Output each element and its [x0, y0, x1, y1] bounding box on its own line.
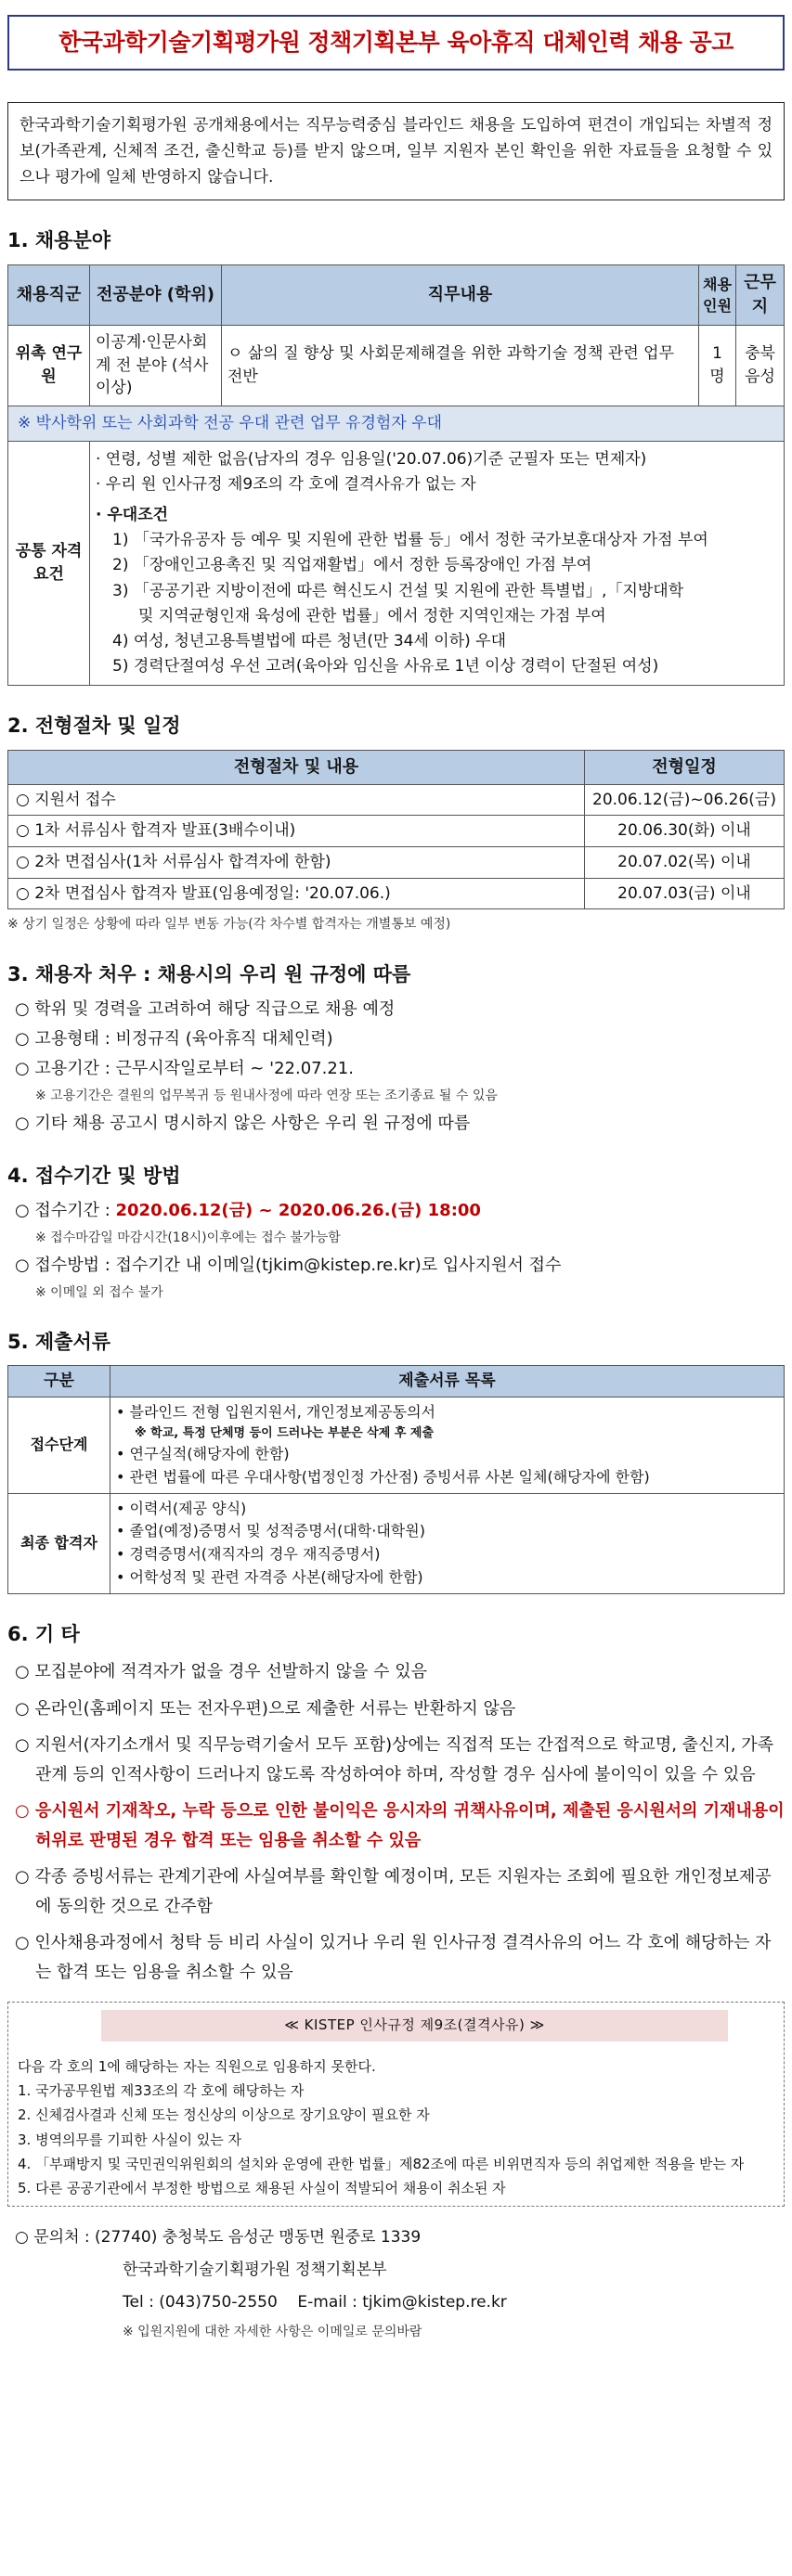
application-period-label: ○ 접수기간 : [15, 1201, 116, 1221]
cell-major: 이공계·인문사회계 전 분야 (석사이상) [90, 326, 222, 406]
etc-item: ○ 인사채용과정에서 청탁 등 비리 사실이 있거나 우리 원 인사규정 결격사유의 어느 각 호에 해당하는 자는 합격 또는 임용을 취소할 수 있음 [15, 1933, 772, 1982]
doc-line: • 경력증명서(재직자의 경우 재직증명서) [116, 1545, 381, 1564]
schedule-step: ○ 2차 면접심사 합격자 발표(임용예정일: '20.07.06.) [8, 878, 585, 909]
doc-line: • 관련 법률에 따른 우대사항(법정인정 가산점) 증빙서류 사본 일체(해당자에 한함) [116, 1467, 650, 1486]
header-documents: 제출서류 목록 [110, 1366, 785, 1397]
table-header-row [8, 750, 785, 784]
schedule-step: ○ 1차 서류심사 합격자 발표(3배수이내) [8, 816, 585, 847]
section-heading-application: 4. 접수기간 및 방법 [7, 1164, 181, 1187]
qualification-row [8, 441, 785, 686]
treatment-item: ○ 학위 및 경력을 고려하여 해당 직급으로 채용 예정 [15, 999, 396, 1020]
docs-step1-list [110, 1397, 785, 1494]
cell-place: 충북 음성 [736, 326, 785, 406]
table-header-row [8, 264, 785, 325]
kistep-item: 1. 국가공무원법 제33조의 각 호에 해당하는 자 [18, 2082, 305, 2100]
header-category: 구분 [8, 1366, 110, 1397]
section-heading-recruitment: 1. 채용분야 [7, 229, 111, 252]
kistep-item: 4. 「부패방지 및 국민권익위원회의 설치와 운영에 관한 법률」제82조에 따른 비위면직자 등의 취업제한 적용을 받는 자 [18, 2155, 745, 2172]
etc-item: ○ 각종 증빙서류는 관계기관에 사실여부를 확인할 예정이며, 모든 지원자는 조회에 필요한 개인정보제공에 동의한 것으로 간주함 [15, 1867, 772, 1916]
qual-line: 2) 「장애인고용촉진 및 직업재활법」에서 정한 등록장애인 가점 부여 [112, 556, 592, 575]
application-period-value: 2020.06.12(금) ~ 2020.06.26.(금) 18:00 [115, 1201, 481, 1221]
header-date: 전형일정 [585, 750, 785, 784]
contact-org: 한국과학기술기획평가원 정책기획본부 [123, 2260, 387, 2280]
qual-line: 및 지역균형인재 육성에 관한 법률」에서 정한 지역인재는 가점 부여 [138, 606, 606, 625]
application-period [15, 1199, 785, 1223]
preferred-row [8, 406, 785, 441]
etc-item: ○ 지원서(자기소개서 및 직무능력기술서 모두 포함)상에는 직접적 또는 간접적으로 학교명, 출신지, 가족관계 등의 인적사항이 드러나지 않도록 작성하여야 하며, 작성할 경우 심사에 불이익이 있을 수 있음 [15, 1735, 774, 1784]
contact-address: ○ 문의처 : (27740) 충청북도 음성군 맹동면 원중로 1339 [15, 2228, 422, 2248]
kistep-intro: 다음 각 호의 1에 해당하는 자는 직원으로 임용하지 못한다. [18, 2057, 376, 2075]
schedule-date: 20.06.12(금)~06.26(금) [585, 784, 785, 816]
qual-line: 3) 「공공기관 지방이전에 따른 혁신도시 건설 및 지원에 관한 특별법」,「지방대학 [112, 581, 684, 600]
qualification-label: 공통 자격 요건 [8, 441, 90, 686]
schedule-step: ○ 지원서 접수 [8, 784, 585, 816]
doc-line: ※ 학교, 특정 단체명 등이 드러나는 부분은 삭제 후 제출 [135, 1425, 435, 1440]
kistep-regulation-heading: ≪ KISTEP 인사규정 제9조(결격사유) ≫ [101, 2010, 728, 2041]
schedule-table [7, 750, 785, 910]
application-method: ○ 접수방법 : 접수기간 내 이메일(tjkim@kistep.re.kr)로 입사지원서 접수 [15, 1255, 562, 1275]
kistep-item: 2. 신체검사결과 신체 또는 정신상의 이상으로 장기요양이 필요한 자 [18, 2106, 430, 2124]
etc-item: ○ 온라인(홈페이지 또는 전자우편)으로 제출한 서류는 반환하지 않음 [15, 1698, 516, 1719]
application-period-note: ※ 접수마감일 마감시간(18시)이후에는 접수 불가능함 [35, 1230, 341, 1246]
preferred-note: ※ 박사학위 또는 사회과학 전공 우대 관련 업무 유경험자 우대 [8, 406, 785, 441]
treatment-item: ○ 고용형태 : 비정규직 (육아휴직 대체인력) [15, 1029, 333, 1050]
table-row [8, 816, 785, 847]
contact-note: ※ 입원지원에 대한 자세한 사항은 이메일로 문의바람 [123, 2325, 422, 2339]
kistep-regulation-body [8, 2054, 784, 2201]
qualification-list [90, 441, 785, 686]
header-group: 채용직군 [8, 264, 90, 325]
table-row [8, 878, 785, 909]
schedule-note: ※ 상기 일정은 상황에 따라 일부 변동 가능(각 차수별 합격자는 개별통보 예정) [7, 917, 451, 933]
header-major: 전공분야 (학위) [90, 264, 222, 325]
qual-line: · 우대조건 [96, 505, 169, 524]
blind-hiring-notice: 한국과학기술기획평가원 공개채용에서는 직무능력중심 블라인드 채용을 도입하여 편견이 개입되는 차별적 정보(가족관계, 신체적 조건, 출신학교 등)를 받지 않으며, 일부 지원자 본인 확인을 위한 자료들을 요청할 수 있으나 평가에 일체 반영하지 않습니다. [7, 102, 785, 200]
kistep-item: 5. 다른 공공기관에서 부정한 방법으로 채용된 사실이 적발되어 채용이 취소된 자 [18, 2180, 506, 2197]
doc-line: • 어학성적 및 관련 자격증 사본(해당자에 한함) [116, 1567, 423, 1586]
table-row [8, 326, 785, 406]
contact-phone-email: Tel : (043)750-2550 E-mail : tjkim@kistep.re.kr [123, 2293, 507, 2312]
contact-info [7, 2222, 785, 2345]
doc-line: • 졸업(예정)증명서 및 성적증명서(대학·대학원) [116, 1522, 425, 1540]
schedule-date: 20.06.30(화) 이내 [585, 816, 785, 847]
schedule-step: ○ 2차 면접심사(1차 서류심사 합격자에 한함) [8, 847, 585, 879]
section-heading-schedule: 2. 전형절차 및 일정 [7, 715, 181, 738]
employment-period-note: ※ 고용기간은 결원의 업무복귀 등 원내사정에 따라 연장 또는 조기종료 될 수 있음 [35, 1088, 498, 1104]
doc-line: • 연구실적(해당자에 한함) [116, 1445, 290, 1462]
qual-line: · 우리 원 인사규정 제9조의 각 호에 결격사유가 없는 자 [96, 474, 476, 494]
docs-step2-list [110, 1493, 785, 1593]
treatment-item: ○ 기타 채용 공고시 명시하지 않은 사항은 우리 원 규정에 따름 [15, 1113, 471, 1133]
cell-group: 위촉 연구원 [8, 326, 90, 406]
cell-duty: ㅇ 삶의 질 향상 및 사회문제해결을 위한 과학기술 정책 관련 업무 전반 [222, 326, 699, 406]
doc-line: • 블라인드 전형 입원지원서, 개인정보제공동의서 [116, 1403, 435, 1422]
recruitment-table [7, 264, 785, 686]
docs-step1-label: 접수단계 [8, 1397, 110, 1494]
documents-table [7, 1365, 785, 1593]
schedule-date: 20.07.02(목) 이내 [585, 847, 785, 879]
kistep-regulation-box [7, 2002, 785, 2207]
header-place: 근무지 [736, 264, 785, 325]
table-row [8, 784, 785, 816]
doc-line: • 이력서(제공 양식) [116, 1499, 247, 1517]
section-heading-etc: 6. 기 타 [7, 1622, 80, 1645]
application-method-note: ※ 이메일 외 접수 불가 [35, 1284, 163, 1300]
docs-step2-label: 최종 합격자 [8, 1493, 110, 1593]
header-duty: 직무내용 [222, 264, 699, 325]
etc-item: ○ 모집분야에 적격자가 없을 경우 선발하지 않을 수 있음 [15, 1662, 428, 1682]
treatment-item: ○ 고용기간 : 근무시작일로부터 ~ '22.07.21. [15, 1059, 354, 1079]
qual-line: · 연령, 성별 제한 없음(남자의 경우 임용일('20.07.06)기준 군필자 또는 면제자) [96, 449, 647, 469]
etc-item-warning: ○ 응시원서 기재착오, 누락 등으로 인한 불이익은 응시자의 귀책사유이며, 제출된 응시원서의 기재내용이 허위로 판명된 경우 합격 또는 임용을 취소할 수 있음 [15, 1801, 785, 1850]
cell-count: 1명 [699, 326, 736, 406]
kistep-item: 3. 병역의무를 기피한 사실이 있는 자 [18, 2131, 242, 2148]
header-step: 전형절차 및 내용 [8, 750, 585, 784]
table-row [8, 1493, 785, 1593]
table-row [8, 847, 785, 879]
qual-line: 1) 「국가유공자 등 예우 및 지원에 관한 법률 등」에서 정한 국가보훈대상자 가점 부여 [112, 531, 708, 550]
section-heading-treatment: 3. 채용자 처우 : 채용시의 우리 원 규정에 따름 [7, 962, 411, 985]
schedule-date: 20.07.03(금) 이내 [585, 878, 785, 909]
section-heading-documents: 5. 제출서류 [7, 1330, 111, 1353]
qual-line: 5) 경력단절여성 우선 고려(육아와 임신을 사유로 1년 이상 경력이 단절된 여성) [112, 657, 659, 676]
table-row [8, 1397, 785, 1494]
header-count: 채용인원 [699, 264, 736, 325]
table-header-row [8, 1366, 785, 1397]
page-title: 한국과학기술기획평가원 정책기획본부 육아휴직 대체인력 채용 공고 [7, 15, 785, 71]
qual-line: 4) 여성, 청년고용특별법에 따른 청년(만 34세 이하) 우대 [112, 631, 507, 650]
